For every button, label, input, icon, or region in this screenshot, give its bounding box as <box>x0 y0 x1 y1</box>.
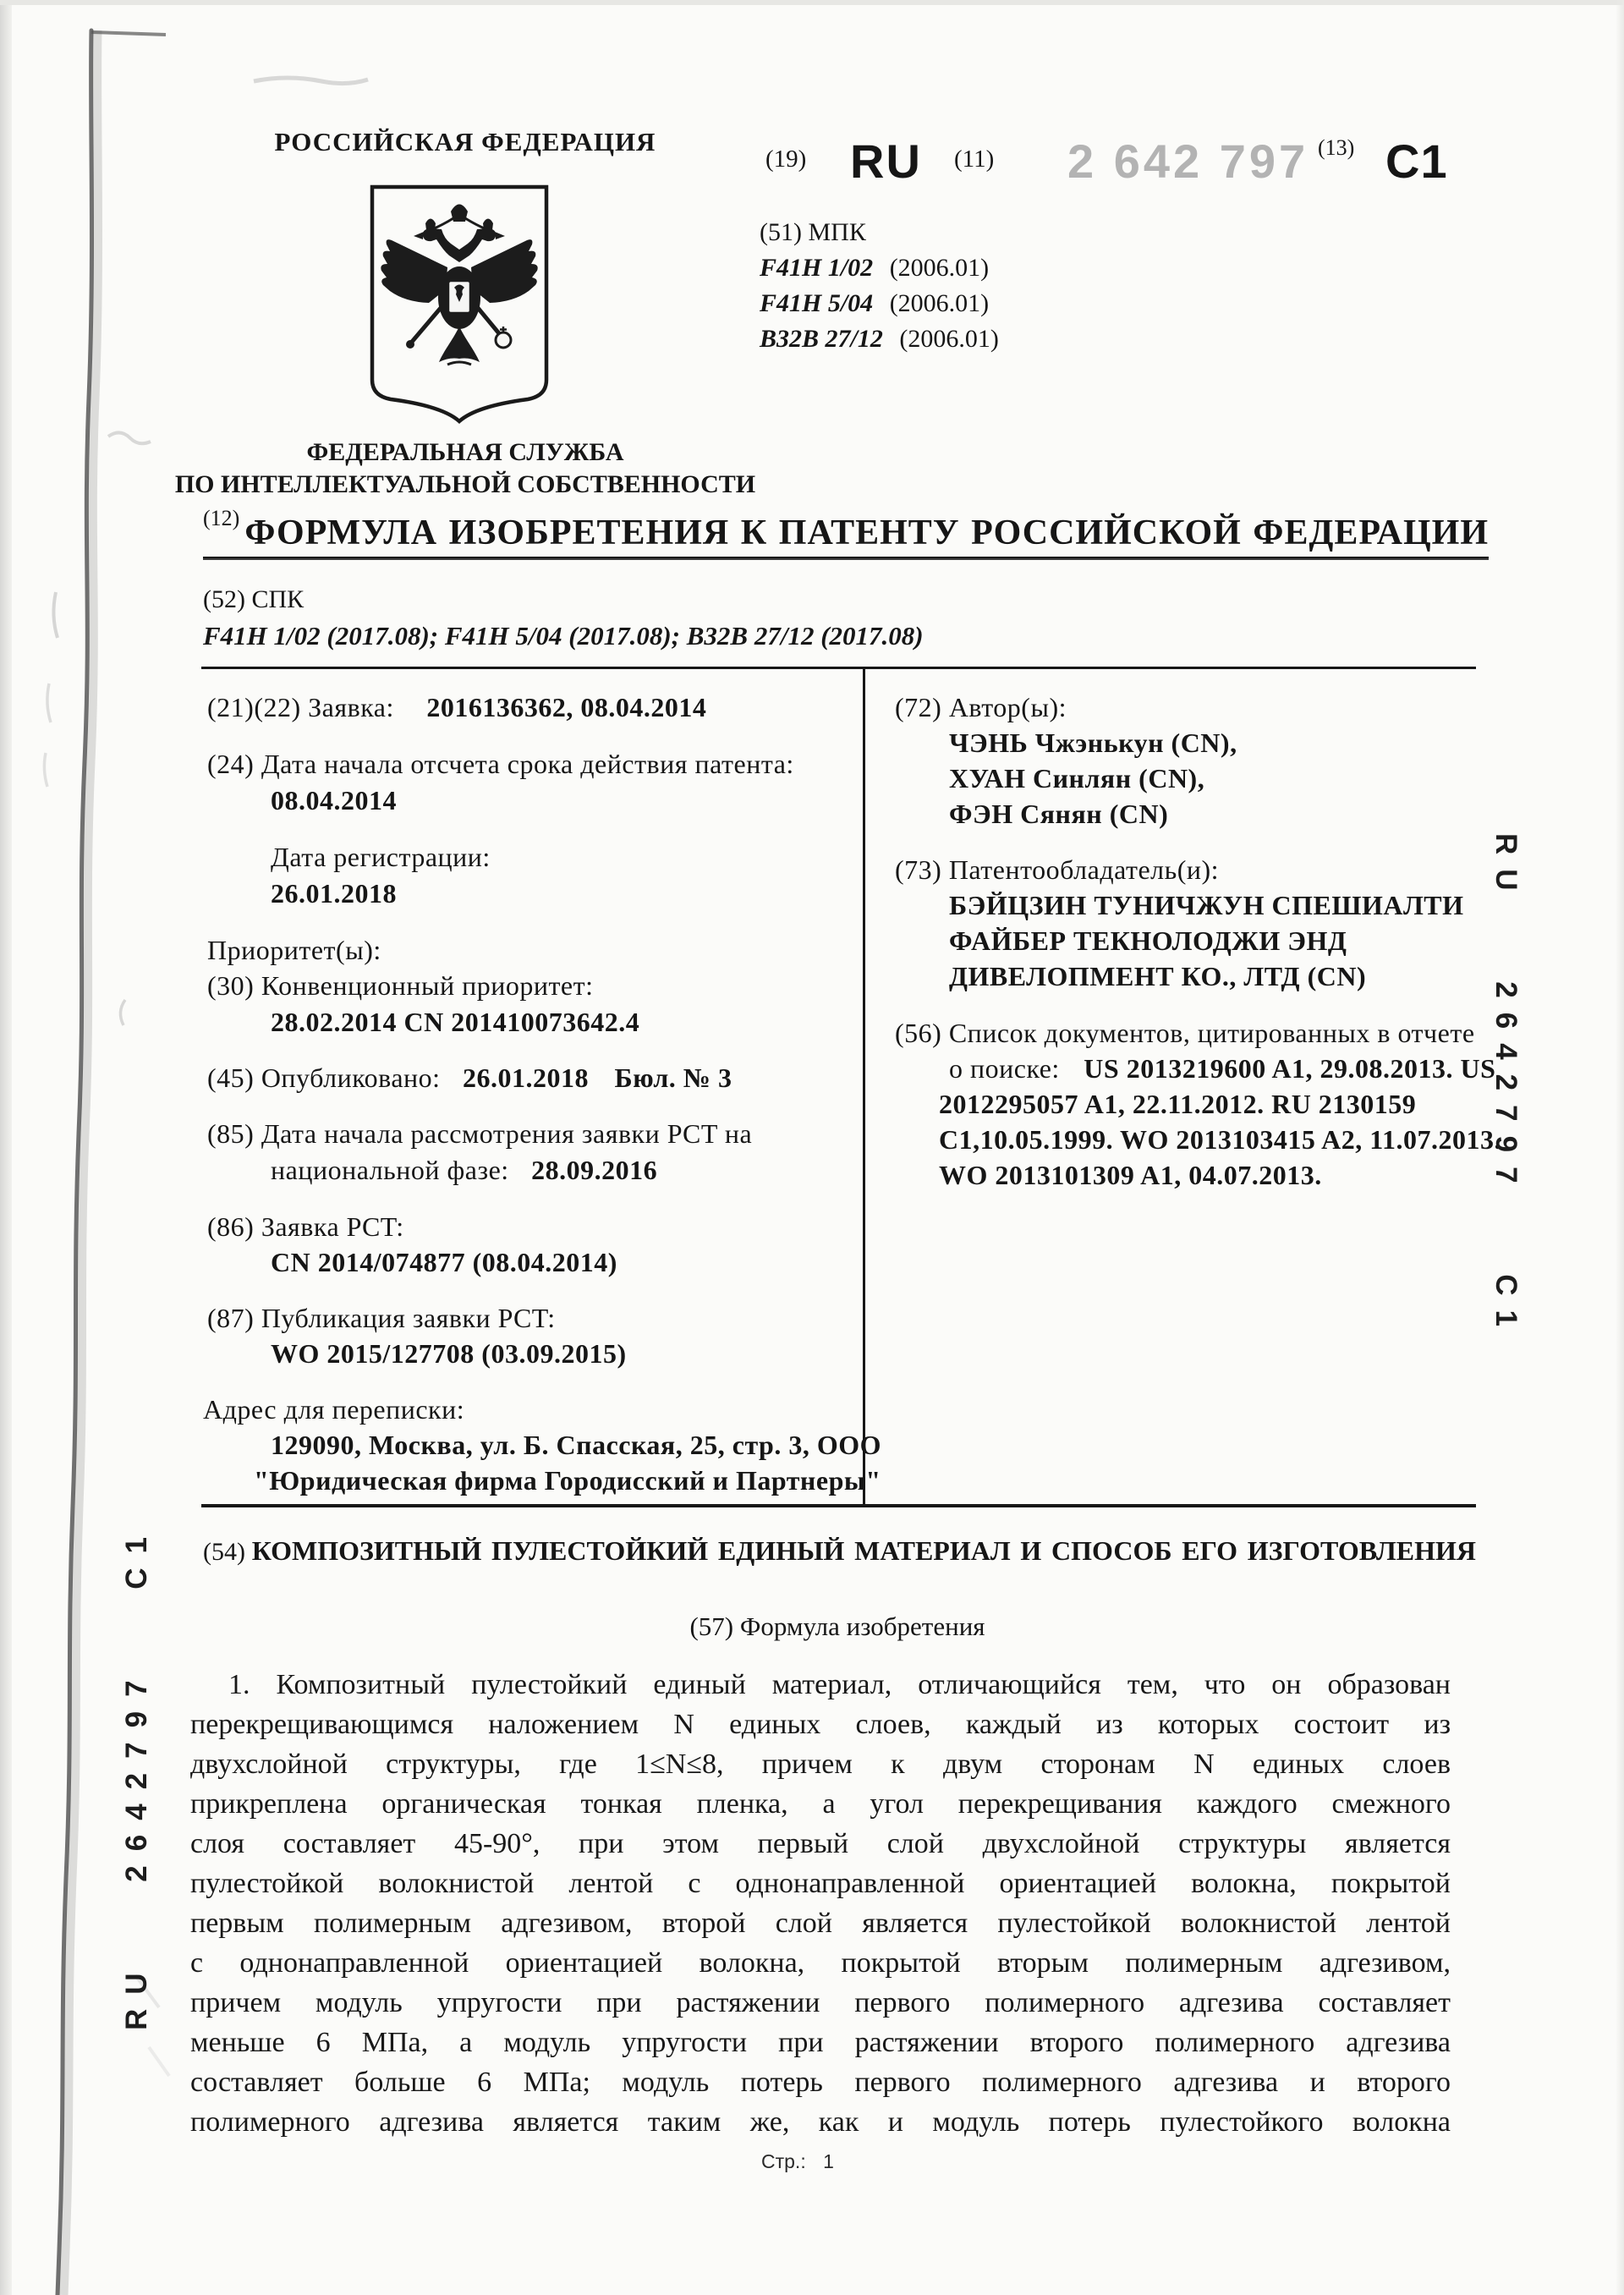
claim-line: 1. Композитный пулестойкий единый материал, отличающийся тем, что он образован <box>228 1669 1451 1700</box>
citation: C1,10.05.1999. WO 2013103415 A2, 11.07.2013. <box>939 1124 1501 1155</box>
application-row <box>207 692 706 723</box>
claim-line: прикреплена органическая тонкая пленка, а угол перекрещивания каждого смежного <box>190 1788 1451 1820</box>
invention-title-text: КОМПОЗИТНЫЙ ПУЛЕСТОЙКИЙ ЕДИНЫЙ МАТЕРИАЛ И СПОСОБ ЕГО ИЗГОТОВЛЕНИЯ <box>251 1535 1477 1566</box>
ipc-code: F41H 5/04 <box>760 289 874 317</box>
pct-national-label-1: (85) Дата начала рассмотрения заявки PCT на <box>207 1118 753 1149</box>
doc-type-title-text: ФОРМУЛА ИЗОБРЕТЕНИЯ К ПАТЕНТУ РОССИЙСКОЙ ФЕДЕРАЦИИ <box>244 513 1489 552</box>
claim-line: пулестойкой волокнистой лентой с однонаправленной ориентацией волокна, покрытой <box>190 1868 1451 1899</box>
pct-publication-label: (87) Публикация заявки PCT: <box>207 1303 556 1333</box>
sidebar-right-patent-number: RU 2642797 C1 <box>1490 833 1522 1341</box>
agency-line1: ФЕДЕРАЛЬНАЯ СЛУЖБА <box>306 438 624 466</box>
country-title: РОССИЙСКАЯ ФЕДЕРАЦИЯ <box>274 127 656 156</box>
inid-11: (11) <box>954 145 995 173</box>
author: ЧЭНЬ Чжэнькун (CN), <box>949 727 1237 758</box>
patentee-line: ФАЙБЕР ТЕКНОЛОДЖИ ЭНД <box>949 925 1347 956</box>
application-value: 2016136362, 08.04.2014 <box>426 692 707 722</box>
agency-line2: ПО ИНТЕЛЛЕКТУАЛЬНОЙ СОБСТВЕННОСТИ <box>174 470 756 498</box>
pct-national-row-2 <box>271 1155 657 1186</box>
claims-heading: (57) Формула изобретения <box>689 1611 985 1641</box>
citations-sublabel: о поиске: <box>949 1053 1060 1084</box>
published-date: 26.01.2018 <box>463 1062 590 1093</box>
pct-national-date: 28.09.2016 <box>531 1155 658 1185</box>
pct-application-label: (86) Заявка PCT: <box>207 1211 404 1242</box>
term-start-label: (24) Дата начала отсчета срока действия патента: <box>207 749 794 779</box>
sidebar-left-patent-number: RU 2642797 C1 <box>120 1523 153 2030</box>
ipc-label: (51) МПК <box>760 218 866 246</box>
author: ФЭН Сянян (CN) <box>949 799 1169 829</box>
citation: 2012295057 A1, 22.11.2012. RU 2130159 <box>939 1089 1417 1119</box>
patentee-line: БЭЙЦЗИН ТУНИЧЖУН СПЕШИАЛТИ <box>949 890 1464 920</box>
citations-label: (56) Список документов, цитированных в отчете <box>895 1018 1475 1048</box>
application-label: (21)(22) Заявка: <box>207 692 394 722</box>
registration-date-label: Дата регистрации: <box>271 842 491 872</box>
patentee-label: (73) Патентообладатель(и): <box>895 854 1220 885</box>
country-code: RU <box>850 135 922 188</box>
convention-priority-value: 28.02.2014 CN 201410073642.4 <box>271 1007 640 1037</box>
patentee-line: ДИВЕЛОПМЕНТ КО., ЛТД (CN) <box>949 961 1367 991</box>
doc-type-title <box>203 506 1489 553</box>
double-headed-eagle-icon <box>381 205 537 365</box>
claim-line: двухслойной структуры, где 1≤N≤8, причем к двум сторонам N единых слоев <box>190 1749 1451 1780</box>
ipc-year: (2006.01) <box>889 254 990 282</box>
convention-priority-label: (30) Конвенционный приоритет: <box>207 970 594 1001</box>
claim-line: полимерного адгезива является таким же, как и модуль потерь пулестойкого волокна <box>190 2106 1451 2138</box>
published-label: (45) Опубликовано: <box>207 1062 441 1093</box>
published-row <box>207 1062 732 1094</box>
emblem <box>366 181 552 428</box>
inid-54: (54) <box>203 1538 245 1566</box>
inid-13: (13) <box>1318 135 1355 160</box>
title-underline <box>203 557 1489 560</box>
cpc-label: (52) СПК <box>203 585 304 613</box>
inid-19: (19) <box>765 145 807 173</box>
publication-number: 2 642 797 <box>1067 135 1309 188</box>
claim-line: слоя составляет 45-90°, при этом первый слой двухслойной структуры является <box>190 1828 1451 1859</box>
table-column-divider <box>863 667 865 1506</box>
published-bulletin: Бюл. № 3 <box>614 1062 732 1093</box>
ipc-code: B32B 27/12 <box>760 325 883 353</box>
ipc-year: (2006.01) <box>889 289 990 317</box>
claim-line: первым полимерным адгезивом, второй слой является пулестойкой волокнистой лентой <box>190 1908 1451 1939</box>
ipc-code-row <box>760 289 989 318</box>
pct-national-label-2: национальной фазе: <box>271 1155 509 1185</box>
ipc-code-row <box>760 325 999 354</box>
ipc-code-row <box>760 254 989 283</box>
claim-line: перекрещивающимся наложением N единых слоев, каждый из которых состоит из <box>190 1709 1451 1740</box>
registration-date: 26.01.2018 <box>271 878 397 909</box>
claim-line: с однонаправленной ориентацией волокна, покрытой вторым полимерным адгезивом, <box>190 1947 1451 1979</box>
correspondence-line2: "Юридическая фирма Городисский и Партнеры" <box>254 1465 881 1496</box>
pct-application-value: CN 2014/074877 (08.04.2014) <box>271 1247 617 1277</box>
term-start-date: 08.04.2014 <box>271 785 397 815</box>
pct-publication-value: WO 2015/127708 (03.09.2015) <box>271 1338 627 1369</box>
table-bottom-border <box>201 1504 1476 1507</box>
authors-label: (72) Автор(ы): <box>895 692 1067 722</box>
priority-label: Приоритет(ы): <box>207 935 381 965</box>
table-top-border <box>201 667 1476 669</box>
correspondence-label: Адрес для переписки: <box>203 1394 465 1425</box>
citation: WO 2013101309 A1, 04.07.2013. <box>939 1160 1322 1190</box>
claim-line: меньше 6 МПа, а модуль упругости при растяжении второго полимерного адгезива <box>190 2027 1451 2058</box>
ipc-year: (2006.01) <box>899 325 999 353</box>
citation: US 2013219600 A1, 29.08.2013. US <box>1084 1053 1496 1084</box>
invention-title-row <box>203 1535 1476 1567</box>
citations-row <box>949 1053 1495 1084</box>
page-number: Стр.: 1 <box>761 2150 834 2172</box>
cpc-codes: F41H 1/02 (2017.08); F41H 5/04 (2017.08); B32B 27/12 (2017.08) <box>203 621 924 651</box>
inid-12: (12) <box>203 506 240 530</box>
ipc-code: F41H 1/02 <box>760 254 874 282</box>
correspondence-line1: 129090, Москва, ул. Б. Спасская, 25, стр. 3, ООО <box>271 1430 882 1460</box>
author: ХУАН Синлян (CN), <box>949 763 1205 793</box>
kind-code: C1 <box>1385 135 1448 188</box>
claim-line: составляет больше 6 МПа; модуль потерь первого полимерного адгезива и второго <box>190 2067 1451 2098</box>
claim-line: причем модуль упругости при растяжении первого полимерного адгезива составляет <box>190 1987 1451 2018</box>
